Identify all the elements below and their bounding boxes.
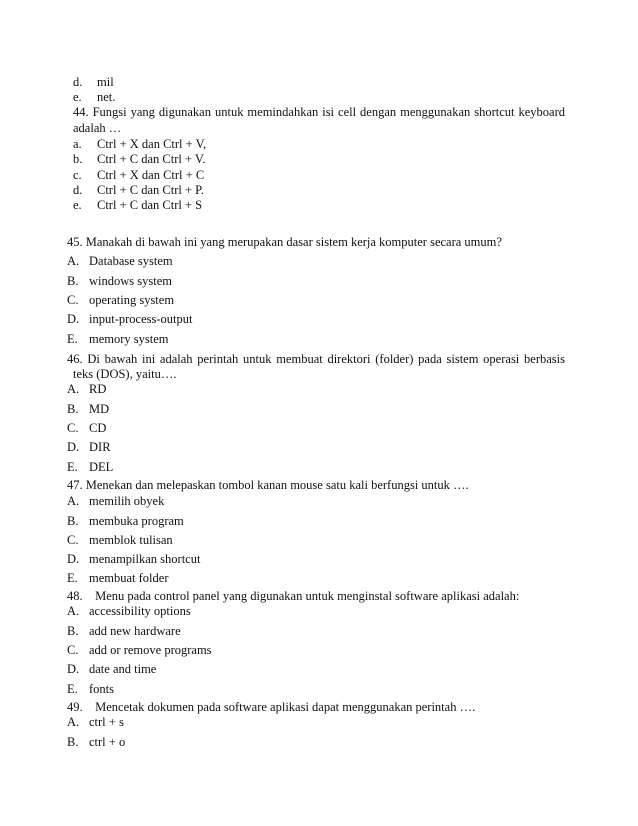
option-label: B. — [67, 735, 79, 749]
option-text: net. — [97, 90, 116, 104]
q43-option-d — [73, 75, 114, 89]
option-text: menampilkan shortcut — [89, 552, 201, 566]
q45-option-b — [67, 274, 172, 288]
option-label: e. — [73, 198, 82, 212]
option-text: ctrl + s — [89, 715, 124, 729]
option-label: A. — [67, 715, 80, 729]
q47-option-d — [67, 552, 200, 566]
q49-option-a — [67, 715, 124, 729]
q46-option-d — [67, 440, 111, 454]
q47-stem: 47. Menekan dan melepaskan tombol kanan mouse satu kali berfungsi untuk …. — [67, 478, 469, 492]
option-text: Ctrl + X dan Ctrl + C — [97, 168, 205, 182]
q48-option-e — [67, 682, 114, 696]
option-text: windows system — [89, 274, 172, 288]
q47-option-b — [67, 514, 184, 528]
option-text: Ctrl + X dan Ctrl + V, — [97, 137, 207, 151]
option-label: E. — [67, 682, 78, 696]
option-text: mil — [97, 75, 114, 89]
q44-option-b — [73, 152, 205, 166]
option-label: A. — [67, 382, 80, 396]
q48-option-c — [67, 643, 212, 657]
option-label: B. — [67, 624, 79, 638]
option-text: accessibility options — [89, 604, 191, 618]
q47-option-c — [67, 533, 173, 547]
q44-stem-text: Fungsi yang digunakan untuk memindahkan isi cell dengan menggunakan shortcut keyboard — [92, 105, 565, 119]
q44-option-c — [73, 168, 204, 182]
q44-number: 44. — [73, 105, 89, 119]
q45-option-d — [67, 312, 192, 326]
q43-option-e — [73, 90, 115, 104]
q46-stem-line2: teks (DOS), yaitu…. — [73, 367, 177, 381]
q46-option-a — [67, 382, 106, 396]
option-text: membuka program — [89, 514, 184, 528]
q45-stem: 45. Manakah di bawah ini yang merupakan dasar sistem kerja komputer secara umum? — [67, 235, 502, 249]
option-label: C. — [67, 533, 79, 547]
option-label: c. — [73, 168, 82, 182]
q48-option-a — [67, 604, 191, 618]
option-label: E. — [67, 332, 78, 346]
q49-stem: 49. Mencetak dokumen pada software aplikasi dapat menggunakan perintah …. — [67, 700, 476, 714]
option-text: ctrl + o — [89, 735, 126, 749]
q44-option-e — [73, 198, 202, 212]
option-label: D. — [67, 440, 80, 454]
option-text: Ctrl + C dan Ctrl + S — [97, 198, 203, 212]
option-label: A. — [67, 604, 80, 618]
q44-stem-line2: adalah … — [73, 121, 122, 135]
option-label: E. — [67, 571, 78, 585]
option-label: D. — [67, 662, 80, 676]
option-label: b. — [73, 152, 83, 166]
option-text: date and time — [89, 662, 157, 676]
option-label: D. — [67, 312, 80, 326]
q44-stem-line1 — [73, 105, 565, 119]
option-text: operating system — [89, 293, 175, 307]
option-text: fonts — [89, 682, 114, 696]
q48-stem: 48. Menu pada control panel yang digunakan untuk menginstal software aplikasi adalah: — [67, 589, 520, 603]
option-text: membuat folder — [89, 571, 169, 585]
q45-option-a — [67, 254, 173, 268]
option-label: d. — [73, 183, 83, 197]
option-text: RD — [89, 382, 107, 396]
q49-option-b — [67, 735, 125, 749]
q47-option-e — [67, 571, 169, 585]
option-label: d. — [73, 75, 83, 89]
q46-option-b — [67, 402, 109, 416]
option-label: B. — [67, 274, 79, 288]
option-label: e. — [73, 90, 82, 104]
option-label: A. — [67, 254, 80, 268]
option-text: memblok tulisan — [89, 533, 173, 547]
option-text: Ctrl + C dan Ctrl + P. — [97, 183, 204, 197]
q44-option-a — [73, 137, 206, 151]
option-text: Ctrl + C dan Ctrl + V. — [97, 152, 206, 166]
q48-option-d — [67, 662, 156, 676]
q46-stem-line1: 46. Di bawah ini adalah perintah untuk membuat direktori (folder) pada sistem operasi berbasis — [67, 352, 565, 366]
option-label: B. — [67, 402, 79, 416]
option-label: B. — [67, 514, 79, 528]
option-text: memilih obyek — [89, 494, 165, 508]
q45-option-e — [67, 332, 169, 346]
q44-option-d — [73, 183, 204, 197]
option-text: CD — [89, 421, 107, 435]
option-text: add or remove programs — [89, 643, 212, 657]
q47-option-a — [67, 494, 164, 508]
option-label: C. — [67, 293, 79, 307]
q48-option-b — [67, 624, 181, 638]
q46-option-e — [67, 460, 113, 474]
option-label: a. — [73, 137, 82, 151]
option-label: C. — [67, 643, 79, 657]
option-text: Database system — [89, 254, 173, 268]
option-label: E. — [67, 460, 78, 474]
option-text: DEL — [89, 460, 114, 474]
option-text: DIR — [89, 440, 111, 454]
q45-option-c — [67, 293, 174, 307]
option-text: input-process-output — [89, 312, 193, 326]
option-text: memory system — [89, 332, 169, 346]
option-label: D. — [67, 552, 80, 566]
option-label: A. — [67, 494, 80, 508]
option-label: C. — [67, 421, 79, 435]
q46-option-c — [67, 421, 106, 435]
option-text: add new hardware — [89, 624, 181, 638]
option-text: MD — [89, 402, 110, 416]
